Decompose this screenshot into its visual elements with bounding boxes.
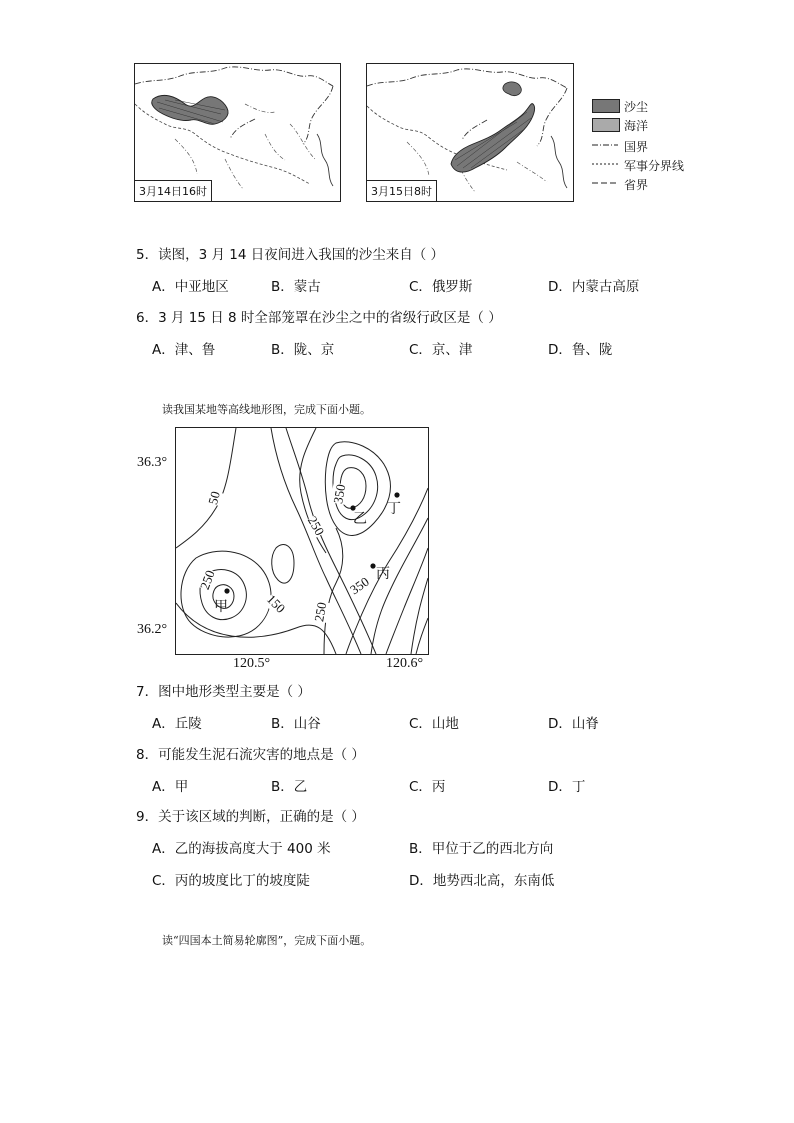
- question-7-option-a[interactable]: A．丘陵: [152, 716, 202, 732]
- question-7-option-b[interactable]: B．山谷: [271, 716, 321, 732]
- point-bing-label: 丙: [376, 567, 390, 582]
- question-7-option-c[interactable]: C．山地: [409, 716, 459, 732]
- contour-map-drawing: [176, 428, 428, 654]
- contour-label-150: 150: [263, 591, 289, 616]
- contour-map: [175, 427, 429, 655]
- question-5-option-c[interactable]: C．俄罗斯: [409, 279, 473, 295]
- lon-right-label: 120.6°: [386, 656, 424, 671]
- question-5-option-a[interactable]: A．中亚地区: [152, 279, 229, 295]
- question-9-option-a[interactable]: A．乙的海拔高度大于 400 米: [152, 841, 331, 857]
- lon-left-label: 120.5°: [233, 656, 271, 671]
- dust-map-march15: [366, 63, 574, 202]
- legend-dust-label: 沙尘: [624, 100, 649, 114]
- legend-national-border-label: 国界: [624, 140, 649, 154]
- legend-line-samples: [592, 137, 620, 187]
- map-legend: [592, 97, 712, 197]
- question-8-stem: 8．可能发生泥石流灾害的地点是（ ）: [136, 747, 365, 763]
- question-7-stem: 7．图中地形类型主要是（ ）: [136, 684, 311, 700]
- map-caption-left: 3月14日16时: [135, 180, 212, 201]
- legend-dust-swatch: [592, 99, 620, 113]
- legend-military-line-label: 军事分界线: [624, 159, 685, 173]
- contour-label-350-bottom: 350: [347, 573, 372, 598]
- lat-bottom-label: 36.2°: [137, 622, 168, 637]
- lat-top-label: 36.3°: [137, 455, 168, 470]
- legend-ocean-swatch: [592, 118, 620, 132]
- point-jia-label: 甲: [214, 600, 228, 615]
- contour-label-50: 50: [205, 489, 223, 507]
- map-caption-right: 3月15日8时: [367, 180, 437, 201]
- question-6-option-b[interactable]: B．陇、京: [271, 342, 335, 358]
- point-ding-label: 丁: [387, 502, 401, 517]
- point-yi-label: 乙: [353, 512, 367, 527]
- question-6-stem: 6．3 月 15 日 8 时全部笼罩在沙尘之中的省级行政区是（ ）: [136, 310, 502, 326]
- contour-label-250-center: 250: [304, 513, 328, 538]
- question-8-option-d[interactable]: D．丁: [548, 779, 586, 795]
- question-9-option-b[interactable]: B．甲位于乙的西北方向: [409, 841, 554, 857]
- question-8-option-a[interactable]: A．甲: [152, 779, 189, 795]
- question-5-option-b[interactable]: B．蒙古: [271, 279, 321, 295]
- question-5-option-d[interactable]: D．内蒙古高原: [548, 279, 640, 295]
- question-9-stem: 9．关于该区域的判断，正确的是（ ）: [136, 809, 365, 825]
- contour-label-250-bottom: 250: [311, 601, 330, 623]
- contour-label-350-top: 350: [330, 483, 349, 505]
- question-6-option-d[interactable]: D．鲁、陇: [548, 342, 613, 358]
- question-6-option-c[interactable]: C．京、津: [409, 342, 473, 358]
- question-5-stem: 5．读图，3 月 14 日夜间进入我国的沙尘来自（ ）: [136, 247, 445, 263]
- outline-map-intro: 读“四国本土简易轮廓图”，完成下面小题。: [162, 934, 372, 947]
- question-7-option-d[interactable]: D．山脊: [548, 716, 599, 732]
- contour-label-250-left: 250: [196, 568, 218, 592]
- question-8-option-b[interactable]: B．乙: [271, 779, 308, 795]
- contour-intro: 读我国某地等高线地形图，完成下面小题。: [162, 403, 371, 416]
- legend-provincial-border-label: 省界: [624, 178, 649, 192]
- question-9-option-c[interactable]: C．丙的坡度比丁的坡度陡: [152, 873, 310, 889]
- legend-ocean-label: 海洋: [624, 119, 649, 133]
- dust-map-march14: [134, 63, 341, 202]
- question-9-option-d[interactable]: D．地势西北高，东南低: [409, 873, 555, 889]
- question-6-option-a[interactable]: A．津、鲁: [152, 342, 216, 358]
- question-8-option-c[interactable]: C．丙: [409, 779, 446, 795]
